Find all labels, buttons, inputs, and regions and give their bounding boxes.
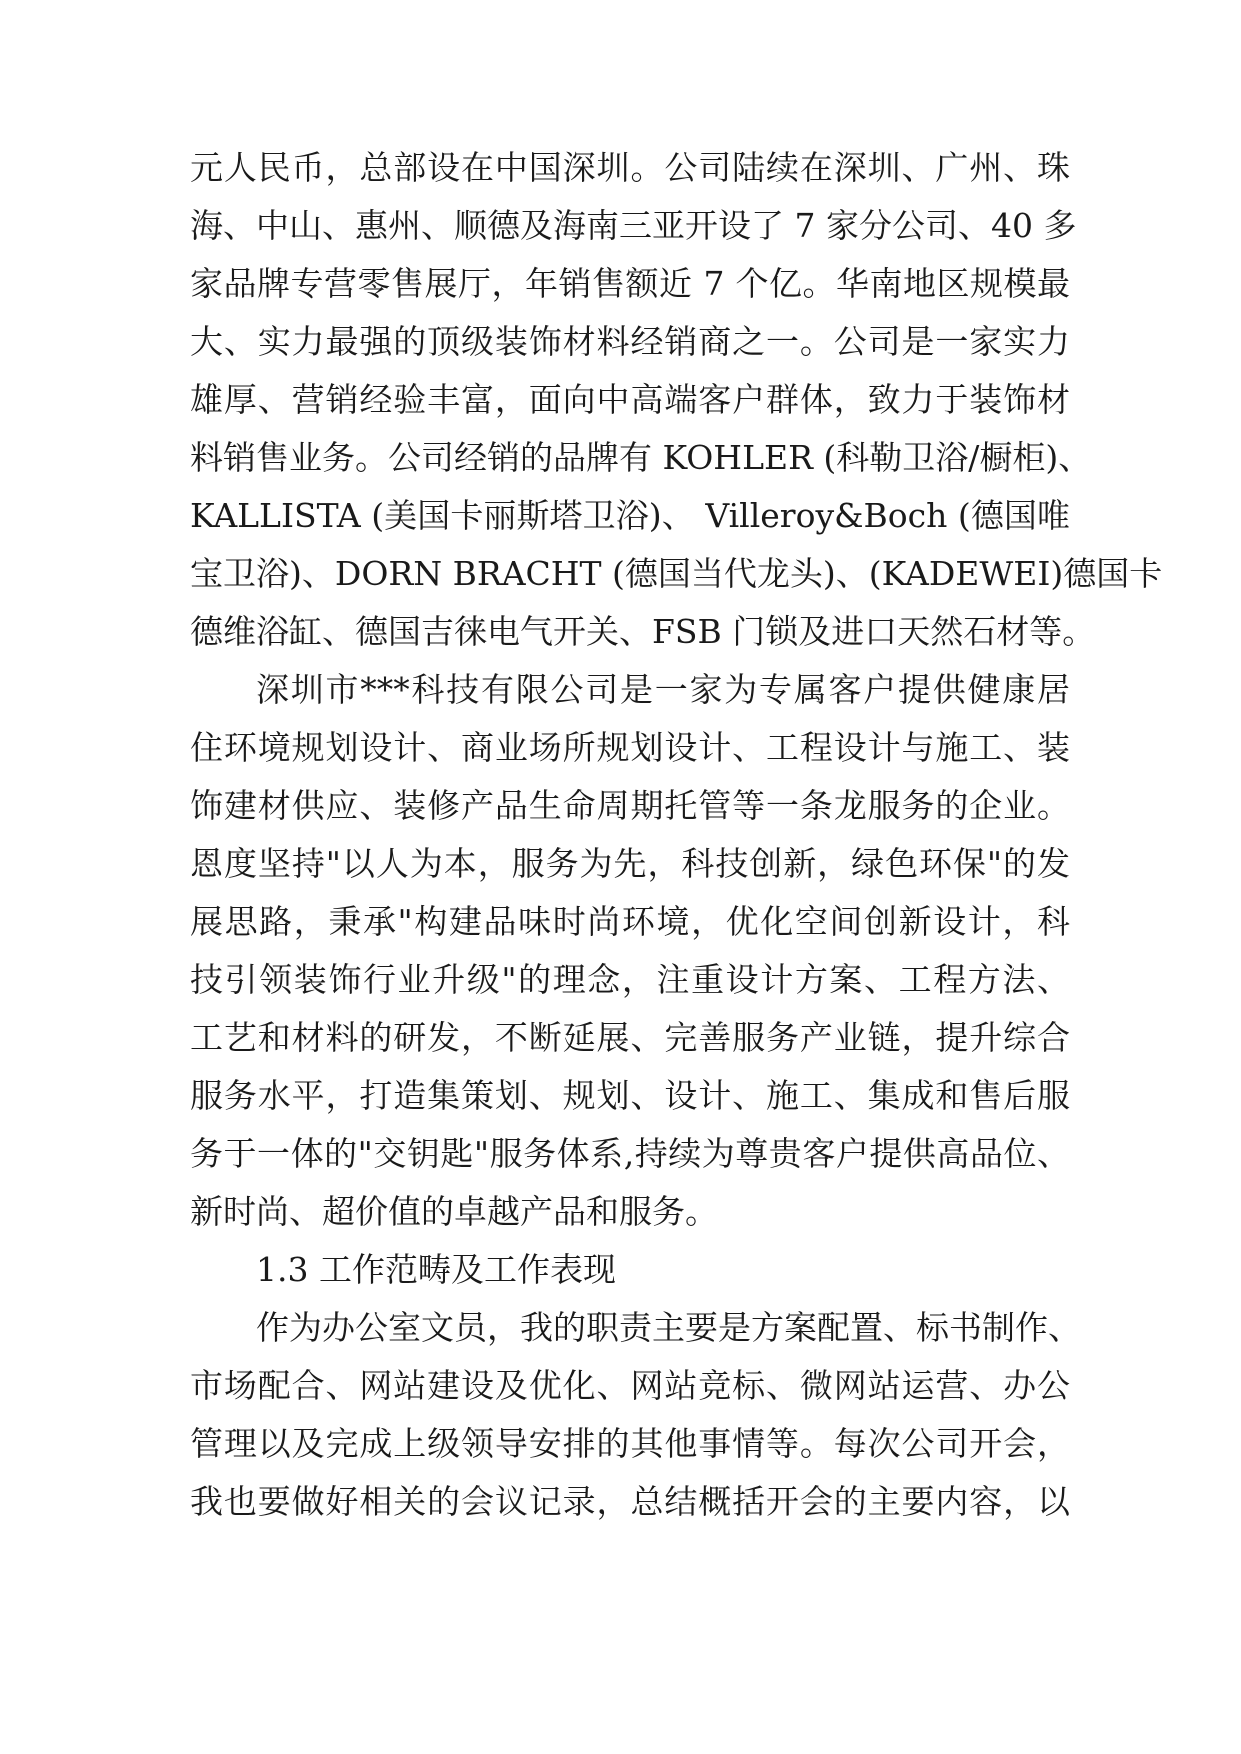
paragraph-line: 深圳市***科技有限公司是一家为专属客户提供健康居 [256,670,1070,709]
paragraph-line: 作为办公室文员，我的职责主要是方案配置、标书制作、 [256,1308,1081,1347]
paragraph-line: 新时尚、超价值的卓越产品和服务。 [190,1192,718,1231]
paragraph-line: KALLISTA (美国卡丽斯塔卫浴)、 Villeroy&Boch (德国唯 [190,496,1070,535]
paragraph-line: 大、实力最强的顶级装饰材料经销商之一。公司是一家实力 [190,322,1070,361]
paragraph-line: 服务水平，打造集策划、规划、设计、施工、集成和售后服 [190,1076,1070,1115]
paragraph-line: 住环境规划设计、商业场所规划设计、工程设计与施工、装 [190,728,1070,767]
paragraph-line: 宝卫浴)、DORN BRACHT (德国当代龙头)、(KADEWEI)德国卡 [190,554,1163,593]
paragraph-line: 家品牌专营零售展厅，年销售额近 7 个亿。华南地区规模最 [190,264,1070,303]
paragraph-line: 管理以及完成上级领导安排的其他事情等。每次公司开会， [190,1424,1070,1463]
paragraph-line: 我也要做好相关的会议记录，总结概括开会的主要内容，以 [190,1482,1070,1521]
paragraph-line: 饰建材供应、装修产品生命周期托管等一条龙服务的企业。 [190,786,1070,825]
paragraph-line: 德维浴缸、德国吉徕电气开关、FSB 门锁及进口天然石材等。 [190,612,1096,651]
paragraph-line: 料销售业务。公司经销的品牌有 KOHLER (科勒卫浴/橱柜)、 [190,438,1092,477]
paragraph-line: 工艺和材料的研发，不断延展、完善服务产业链，提升综合 [190,1018,1070,1057]
paragraph-line: 恩度坚持"以人为本，服务为先，科技创新，绿色环保"的发 [190,844,1070,883]
section-heading: 1.3 工作范畴及工作表现 [256,1250,616,1289]
paragraph-line: 海、中山、惠州、顺德及海南三亚开设了 7 家分公司、40 多 [190,206,1077,245]
paragraph-line: 市场配合、网站建设及优化、网站竞标、微网站运营、办公 [190,1366,1070,1405]
paragraph-line: 技引领装饰行业升级"的理念，注重设计方案、工程方法、 [190,960,1070,999]
paragraph-line: 展思路，秉承"构建品味时尚环境，优化空间创新设计，科 [190,902,1070,941]
paragraph-line: 元人民币，总部设在中国深圳。公司陆续在深圳、广州、珠 [190,148,1070,187]
paragraph-line: 务于一体的"交钥匙"服务体系,持续为尊贵客户提供高品位、 [190,1134,1070,1173]
paragraph-line: 雄厚、营销经验丰富，面向中高端客户群体，致力于装饰材 [190,380,1070,419]
